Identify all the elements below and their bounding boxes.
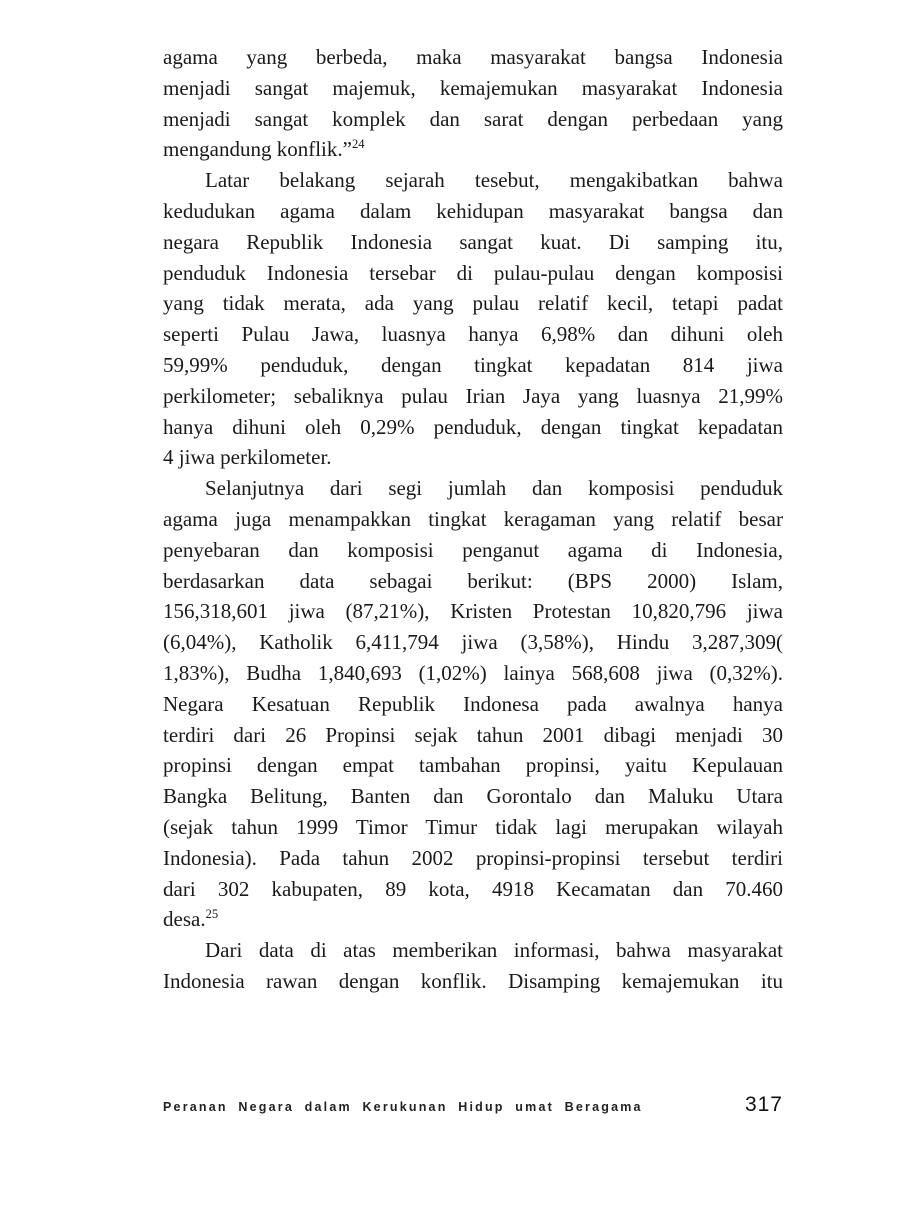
text-line: menjadi sangat majemuk, kemajemukan masyarakat Indonesia	[163, 75, 783, 100]
text-line: 59,99% penduduk, dengan tingkat kepadatan 814 jiwa	[163, 352, 783, 377]
text-line: penyebaran dan komposisi penganut agama di Indonesia,	[163, 537, 783, 562]
text-line: 1,83%), Budha 1,840,693 (1,02%) lainya 568,608 jiwa (0,32%).	[163, 660, 783, 685]
text-line: 156,318,601 jiwa (87,21%), Kristen Protestan 10,820,796 jiwa	[163, 599, 783, 624]
text-line: (6,04%), Katholik 6,411,794 jiwa (3,58%), Hindu 3,287,309(	[163, 630, 783, 655]
body-text	[163, 42, 783, 997]
text-line: negara Republik Indonesia sangat kuat. Di samping itu,	[163, 229, 783, 254]
page-footer	[163, 1093, 783, 1117]
text-line: Negara Kesatuan Republik Indonesa pada awalnya hanya	[163, 691, 783, 716]
text-line: Selanjutnya dari segi jumlah dan komposisi penduduk	[205, 476, 783, 501]
text-line: Bangka Belitung, Banten dan Gorontalo dan Maluku Utara	[163, 784, 783, 809]
text-line: dari 302 kabupaten, 89 kota, 4918 Kecamatan dan 70.460	[163, 876, 783, 901]
text-line: (sejak tahun 1999 Timor Timur tidak lagi merupakan wilayah	[163, 814, 783, 839]
text-line: perkilometer; sebaliknya pulau Irian Jaya yang luasnya 21,99%	[163, 383, 783, 408]
text-line: berdasarkan data sebagai berikut: (BPS 2000) Islam,	[163, 568, 783, 593]
text-line: propinsi dengan empat tambahan propinsi, yaitu Kepulauan	[163, 753, 783, 778]
text-line: penduduk Indonesia tersebar di pulau-pulau dengan komposisi	[163, 260, 783, 285]
text-line: yang tidak merata, ada yang pulau relatif kecil, tetapi padat	[163, 291, 783, 316]
footnote-ref: 25	[205, 907, 219, 922]
text-line: kedudukan agama dalam kehidupan masyarakat bangsa dan	[163, 198, 783, 223]
text-line: hanya dihuni oleh 0,29% penduduk, dengan tingkat kepadatan	[163, 414, 783, 439]
text-line: Dari data di atas memberikan informasi, bahwa masyarakat	[205, 938, 783, 963]
text-line: Latar belakang sejarah tesebut, mengakibatkan bahwa	[205, 168, 783, 193]
text-line: seperti Pulau Jawa, luasnya hanya 6,98% dan dihuni oleh	[163, 322, 783, 347]
text-line: terdiri dari 26 Propinsi sejak tahun 2001 dibagi menjadi 30	[163, 722, 783, 747]
text-line: Indonesia rawan dengan konflik. Disamping kemajemukan itu	[163, 968, 783, 993]
running-footer-title: Peranan Negara dalam Kerukunan Hidup umat Beragama	[163, 1100, 643, 1114]
text-line: agama juga menampakkan tingkat keragaman yang relatif besar	[163, 506, 783, 531]
page-number: 317	[744, 1093, 783, 1116]
text-line: Indonesia). Pada tahun 2002 propinsi-propinsi tersebut terdiri	[163, 845, 783, 870]
text-line: 4 jiwa perkilometer.	[163, 445, 332, 470]
text-line: mengandung konflik.”$^{24}$	[163, 137, 365, 162]
text-line: desa.$^{25}$	[163, 907, 219, 932]
text-line: menjadi sangat komplek dan sarat dengan perbedaan yang	[163, 106, 783, 131]
text-line: agama yang berbeda, maka masyarakat bangsa Indonesia	[163, 45, 783, 69]
footnote-ref: 24	[351, 137, 365, 152]
